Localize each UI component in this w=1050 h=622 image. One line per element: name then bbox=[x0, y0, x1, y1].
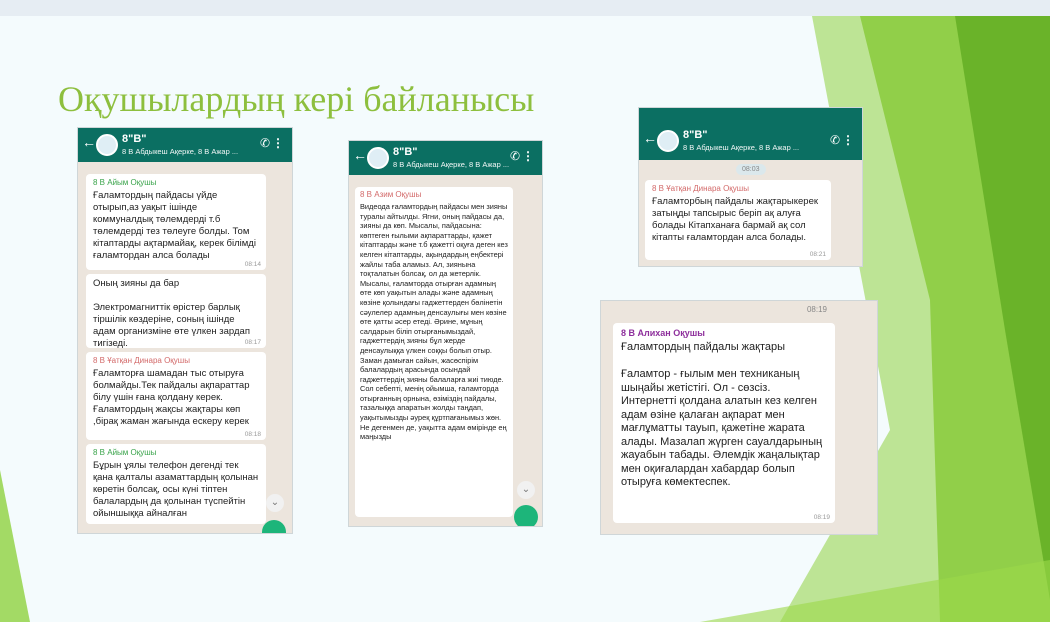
message-text: Бұрын ұялы телефон дегенді тек қана қалталы азаматтардың қолынан көретін болсақ, осы күні тіптен балалардың да қолынан түспейтін ойыншыққа айналған bbox=[93, 460, 259, 519]
chat-screenshot-1 bbox=[77, 127, 293, 534]
group-name: 8"В" bbox=[122, 133, 147, 145]
message-text: Ғаламтордың пайдасы үйде отырып,аз уақыт ішінде коммуналдық төлемдерді т.б төлемдерді тез төлеуге болды. Том кітаптарды ақтармайақ, керек білімді ғаламтордан алса болады bbox=[93, 190, 256, 261]
message-time: 08:18 bbox=[244, 431, 261, 438]
message-text: Видеода ғаламтордың пайдасы мен зияны туралы айтылды. Ягни, оның пайдасы да, зияны да көп. Мысалы, пайдасына: көптеген ғылыми ақпараттарды, қажет кітаптарды және т.б қажетті оқуға деген кез келген кітаптарды, ақындардың еңбектері жайлы таба аламыз. Ал, зиянына тоқталатын болсақ, ол да жетерлік. Мысалы, ғаламторда отырған адамның өте көп уақытын алады және адамның көзіне қолындағы гаджеттерден бөлінетін сәулелер адамның денсаулығы мен көзіне өте қатты әсер етеді. Әрине, мұның салдарын біліп отырғанымыздай, гаджеттердің зияны бұл жерде денсаулыққа үлкен соққы болып отыр. Заман дамыған сайын, жасөспірім балалардың арасында осындай гаджеттердің зияны балаларға жиі тиюде. Сол себепті, менің ойымша, ғаламторда отырғанның орнына, өзіміздің пайдалы, тазалыққа апаратын жолды таңдап, уақытымызды әуреқ құртпағанымыз жөн. Не дегенмен де, уақытта адам өмірінде ең маңызды bbox=[360, 202, 508, 442]
back-arrow-icon[interactable]: ← bbox=[643, 130, 657, 146]
message-bubble bbox=[86, 444, 266, 524]
message-time: 08:19 bbox=[813, 514, 830, 521]
group-avatar[interactable] bbox=[657, 130, 679, 152]
date-chip: 08:03 bbox=[736, 164, 766, 175]
message-sender: 8 В Айым Оқушы bbox=[93, 178, 157, 187]
menu-icon[interactable]: ⋮ bbox=[842, 133, 854, 147]
message-sender: 8 В Алихан Оқушы bbox=[621, 328, 705, 338]
message-bubble bbox=[645, 180, 831, 260]
chat-screenshot-3 bbox=[638, 107, 863, 267]
menu-icon[interactable]: ⋮ bbox=[272, 136, 284, 150]
call-icon[interactable]: ✆ bbox=[259, 136, 270, 150]
chat-header bbox=[349, 141, 542, 175]
call-icon[interactable]: ✆ bbox=[829, 133, 840, 147]
back-arrow-icon[interactable]: ← bbox=[82, 134, 96, 150]
message-time: 08:14 bbox=[244, 261, 261, 268]
message-sender: 8 В Ұатқан Динара Оқушы bbox=[652, 184, 749, 193]
chat-header bbox=[639, 108, 862, 160]
group-avatar[interactable] bbox=[96, 134, 118, 156]
group-name: 8"В" bbox=[393, 146, 418, 158]
scroll-down-icon[interactable]: ⌄ bbox=[266, 494, 284, 512]
chat-screenshot-4 bbox=[600, 300, 878, 535]
message-bubble bbox=[613, 323, 835, 523]
message-text: Ғаламторға шамадан тыс отыруға болмайды.Тек пайдалы ақпараттар білу үшін ғана қолдану керек. Ғаламтордың жақсы жақтары көп ,бірақ жаман жағында ескеру керек bbox=[93, 368, 250, 427]
message-text: Оның зияны да бар Электромагниттік өрістер барлық тіршілік көздеріне, соның ішінде адам организміне өте үлкен зардап тигізеді. bbox=[93, 278, 250, 349]
prev-message-time: 08:19 bbox=[806, 305, 827, 314]
mic-button[interactable] bbox=[262, 520, 286, 534]
slide-title: Оқушылардың кері байланысы bbox=[58, 79, 535, 119]
message-bubble bbox=[86, 274, 266, 348]
message-time: 08:17 bbox=[244, 339, 261, 346]
group-avatar[interactable] bbox=[367, 147, 389, 169]
back-arrow-icon[interactable]: ← bbox=[353, 147, 367, 163]
menu-icon[interactable]: ⋮ bbox=[522, 149, 534, 163]
chat-screenshot-2 bbox=[348, 140, 543, 527]
message-bubble bbox=[355, 187, 513, 517]
message-text: Ғаламтордың пайдалы жақтары Ғаламтор - ғылым мен техниканың шыңайы жетістігі. Ол - сөзсіз. Интернетті қолдана алатын кез келген адам өзіне қалаған ақпарат мен мағлұматты тауып, қажетіне жарата алады. Мазалап жүрген сауалдарының жауабын табады. Әлемдік жаңалықтар мен оқиғалардан хабардар болып отыруға көмектеспек. bbox=[621, 341, 823, 488]
scroll-down-icon[interactable]: ⌄ bbox=[517, 481, 535, 499]
group-members: 8 В Абдыкеш Ақерке, 8 В Ажар ... bbox=[393, 160, 510, 169]
message-sender: 8 В Айым Оқушы bbox=[93, 448, 157, 457]
mic-button[interactable] bbox=[514, 505, 538, 527]
message-sender: 8 В Азим Оқушы bbox=[360, 190, 422, 199]
message-bubble bbox=[86, 174, 266, 270]
message-sender: 8 В Ұатқан Динара Оқушы bbox=[93, 356, 190, 365]
chat-header bbox=[78, 128, 292, 162]
group-members: 8 В Абдыкеш Ақерке, 8 В Ажар ... bbox=[683, 143, 800, 152]
group-members: 8 В Абдыкеш Ақерке, 8 В Ажар ... bbox=[122, 147, 239, 156]
message-bubble bbox=[86, 352, 266, 440]
group-name: 8"В" bbox=[683, 129, 708, 141]
message-text: Ғаламторбың пайдалы жақтарыкерек затыңды тапсырыс беріп ақ алуға болады Кітапханаға бармай ақ сол кітапты ғаламтордан алса болады. bbox=[652, 196, 819, 243]
call-icon[interactable]: ✆ bbox=[509, 149, 520, 163]
message-time: 08:21 bbox=[809, 251, 826, 258]
